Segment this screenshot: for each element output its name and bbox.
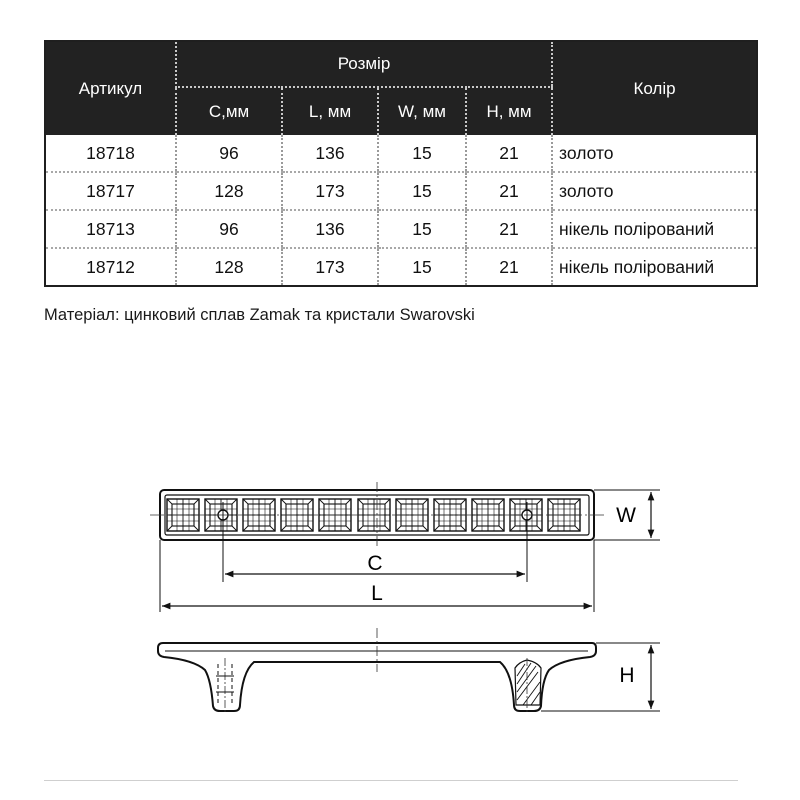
dim-label-h: H — [619, 664, 635, 687]
header-w: W, мм — [378, 87, 466, 135]
cell-c: 128 — [176, 172, 282, 210]
dim-label-l: L — [371, 582, 383, 605]
bottom-divider — [44, 780, 738, 781]
cell-w: 15 — [378, 135, 466, 172]
cell-c: 128 — [176, 248, 282, 286]
cell-w: 15 — [378, 172, 466, 210]
header-l: L, мм — [282, 87, 378, 135]
cell-color: золото — [552, 135, 757, 172]
header-color: Колір — [552, 41, 757, 135]
material-note: Матеріал: цинковий сплав Zamak та кристали Swarovski — [44, 306, 475, 324]
cell-article: 18717 — [45, 172, 176, 210]
cell-article: 18712 — [86, 256, 135, 277]
cell-c: 96 — [176, 210, 282, 248]
side-view — [158, 628, 660, 712]
cell-article: 18713 — [45, 210, 176, 248]
cell-h: 21 — [466, 248, 552, 286]
header-size-group: Розмір — [176, 41, 552, 87]
cell-h: 21 — [466, 210, 552, 248]
cell-h: 21 — [466, 135, 552, 172]
cell-color: нікель полірований — [552, 210, 757, 248]
header-h: H, мм — [466, 87, 552, 135]
dim-label-w: W — [616, 504, 636, 527]
cell-l: 173 — [282, 248, 378, 286]
cell-h: 21 — [466, 172, 552, 210]
cell-l: 173 — [282, 172, 378, 210]
header-article: Артикул — [45, 41, 176, 135]
cell-article: 18718 — [45, 135, 176, 172]
cell-w: 15 — [378, 248, 466, 286]
cell-l: 136 — [282, 135, 378, 172]
cell-c: 96 — [176, 135, 282, 172]
cell-w: 15 — [378, 210, 466, 248]
top-view — [150, 482, 660, 612]
cell-color: золото — [552, 172, 757, 210]
dim-label-c: C — [367, 552, 383, 575]
header-c: C,мм — [176, 87, 282, 135]
cell-color: нікель полірований — [552, 248, 757, 286]
cell-l: 136 — [282, 210, 378, 248]
